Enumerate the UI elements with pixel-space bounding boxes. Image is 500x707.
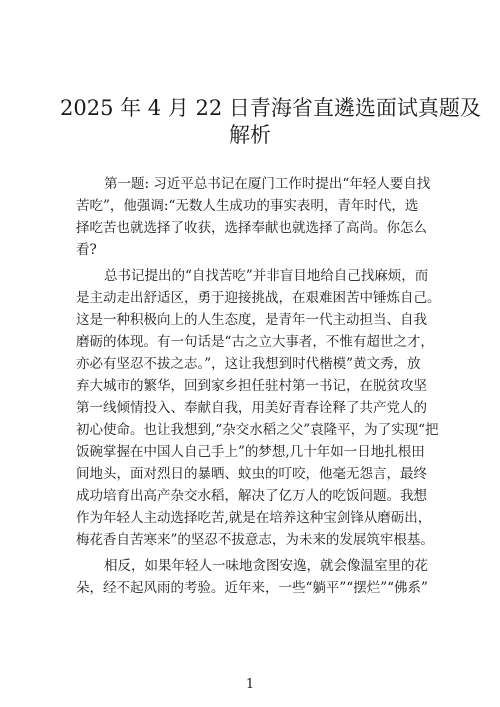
text-line: 成功培育出高产杂交水稻，解决了亿万人的吃饭问题。我想: [76, 488, 427, 504]
text-line: 第一题: 习近平总书记在厦门工作时提出“年轻人要自找: [104, 176, 431, 192]
text-line: 作为年轻人主动选择吃苦,就是在培养这种宝剑锋从磨砺出，: [76, 510, 432, 526]
text-line: 总书记提出的“自找苦吃”并非盲目地给自己找麻烦，而: [104, 268, 429, 284]
text-line: 第一线倾情投入、奉献自我，用美好青春诠释了共产党人的: [76, 400, 427, 416]
text-line: 亦必有坚忍不拔之志。”，这让我想到时代楷模”黄文秀，放: [76, 356, 421, 372]
text-line: 择吃苦也就选择了收获，选择奉献也就选择了高尚。你怎么: [76, 220, 427, 236]
text-line: 是主动走出舒适区，勇于迎接挑战，在艰难困苦中锤炼自己。: [76, 290, 441, 306]
text-line: 相反，如果年轻人一味地贪图安逸，就会像温室里的花: [104, 558, 428, 574]
text-line: 苦吃”，他强调:“无数人生成功的事实表明，青年时代，选: [76, 198, 419, 214]
page-number: 1: [245, 677, 255, 692]
text-line: 间地头，面对烈日的暴晒、蚊虫的叮咬，他毫无怨言，最终: [76, 466, 427, 482]
text-line: 初心使命。也让我想到,“杂交水稻之父”袁隆平，为了实现“把: [76, 422, 439, 438]
text-line: 梅花香自苦寒来”的坚忍不拔意志，为未来的发展筑牢根基。: [76, 532, 434, 548]
text-line: 看?: [76, 242, 97, 258]
text-line: 弃大城市的繁华，回到家乡担任驻村第一书记，在脱贫攻坚: [76, 378, 427, 394]
document-title-line-2: 解析: [229, 123, 271, 147]
text-line: 朵，经不起风雨的考验。近年来，一些“躺平”“摆烂”“佛系”: [76, 580, 428, 596]
document-title-line-1: 2025 年 4 月 22 日青海省直遴选面试真题及: [60, 96, 481, 120]
text-line: 这是一种积极向上的人生态度，是青年一代主动担当、自我: [76, 312, 427, 328]
text-line: 磨砺的体现。有一句话是“古之立大事者，不惟有超世之才，: [76, 334, 434, 350]
text-line: 饭碗掌握在中国人自己手上”的梦想,几十年如一日地扎根田: [76, 444, 425, 460]
